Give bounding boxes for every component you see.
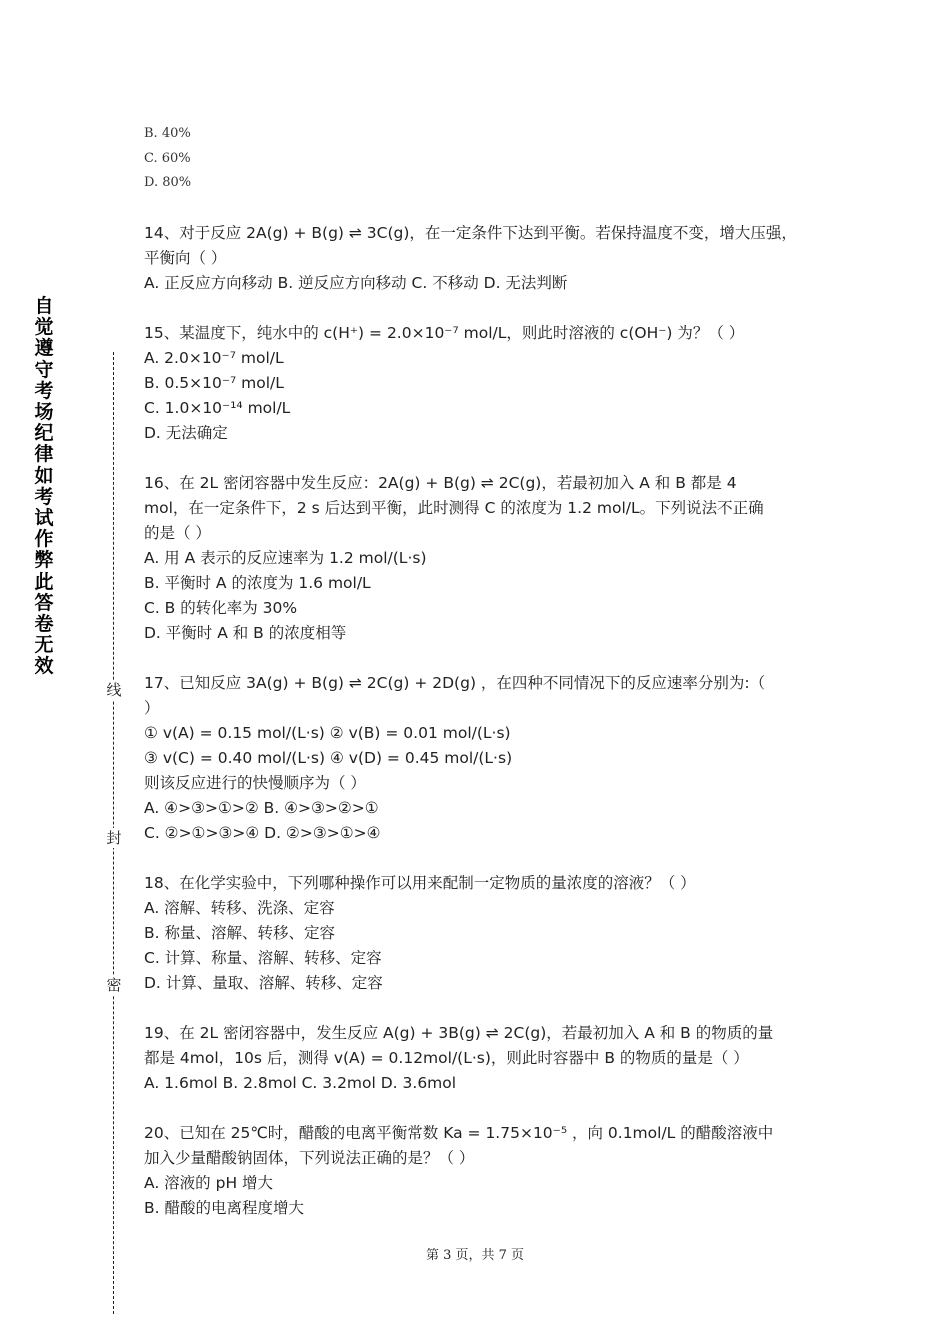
side-title-char: 作: [34, 528, 54, 551]
question-line: A. 溶液的 pH 增大: [144, 1173, 274, 1192]
side-title-char: 试: [34, 507, 54, 530]
page-footer: 第 3 页，共 7 页: [425, 1248, 525, 1263]
question-block: [144, 221, 816, 296]
question-line: D. 无法确定: [144, 423, 228, 442]
question-line: D. 平衡时 A 和 B 的浓度相等: [144, 623, 347, 642]
option-line: C. 60%: [144, 150, 191, 166]
side-title-char: 答: [34, 591, 54, 614]
question-line: A. 用 A 表示的反应速率为 1.2 mol/(L·s): [144, 548, 427, 567]
question-line: C. 1.0×10⁻¹⁴ mol/L: [144, 398, 291, 417]
previous-question-options: [144, 122, 816, 196]
question-line: A. 溶解、转移、洗涤、定容: [144, 898, 335, 917]
side-title-char: 如: [34, 464, 54, 487]
side-title-char: 守: [34, 358, 54, 381]
question-stem-line: 19、在 2L 密闭容器中，发生反应 A(g) + 3B(g) ⇌ 2C(g)，若最初加入 A 和 B 的物质的量: [144, 1023, 774, 1042]
question-line: 加入少量醋酸钠固体，下列说法正确的是？（ ）: [144, 1148, 475, 1167]
question-line: A. 1.6mol B. 2.8mol C. 3.2mol D. 3.6mol: [144, 1073, 457, 1092]
question-block: [144, 1121, 816, 1221]
side-title-char: 律: [34, 443, 54, 466]
question-line: C. B 的转化率为 30%: [144, 598, 298, 617]
cut-label-xian: 线: [104, 680, 124, 700]
question-line: B. 醋酸的电离程度增大: [144, 1198, 304, 1217]
question-line: 平衡向（ ）: [144, 248, 227, 267]
question-line: ）: [144, 698, 160, 717]
question-line: B. 平衡时 A 的浓度为 1.6 mol/L: [144, 573, 371, 592]
cut-label-feng: 封: [104, 828, 124, 848]
side-title-char: 场: [34, 401, 54, 424]
side-title-char: 纪: [34, 422, 54, 445]
question-line: ③ v(C) = 0.40 mol/(L·s) ④ v(D) = 0.45 mol/(L·s): [144, 748, 513, 767]
cut-label-mi: 密: [104, 975, 124, 995]
question-line: ① v(A) = 0.15 mol/(L·s) ② v(B) = 0.01 mol/(L·s): [144, 723, 511, 742]
side-title-char: 效: [34, 655, 54, 678]
question-line: 都是 4mol，10s 后，测得 v(A) = 0.12mol/(L·s)，则此时容器中 B 的物质的量是（ ）: [144, 1048, 749, 1067]
question-line: C. ②>①>③>④ D. ②>③>①>④: [144, 823, 381, 842]
question-stem-line: 17、已知反应 3A(g) + B(g) ⇌ 2C(g) + 2D(g) ，在四种不同情况下的反应速率分别为:（: [144, 673, 766, 692]
question-line: A. ④>③>①>② B. ④>③>②>①: [144, 798, 379, 817]
side-title-char: 遵: [34, 337, 54, 360]
question-line: 则该反应进行的快慢顺序为（ ）: [144, 773, 366, 792]
question-block: [144, 871, 816, 996]
question-line: A. 2.0×10⁻⁷ mol/L: [144, 348, 284, 367]
question-block: [144, 1021, 816, 1096]
side-title-char: 无: [34, 634, 54, 657]
side-warning-text: [32, 296, 56, 678]
side-title-char: 考: [34, 379, 54, 402]
question-stem-line: 20、已知在 25℃时，醋酸的电离平衡常数 Ka = 1.75×10⁻⁵ ，向 0.1mol/L 的醋酸溶液中: [144, 1123, 774, 1142]
question-block: [144, 671, 816, 846]
side-title-char: 自: [34, 295, 54, 317]
side-title-char: 考: [34, 485, 54, 508]
question-line: D. 计算、量取、溶解、转移、定容: [144, 973, 383, 992]
option-line: D. 80%: [144, 175, 192, 190]
question-line: B. 0.5×10⁻⁷ mol/L: [144, 373, 284, 392]
question-block: [144, 471, 816, 646]
question-line: C. 计算、称量、溶解、转移、定容: [144, 948, 382, 967]
side-title-char: 弊: [34, 549, 54, 572]
option-line: B. 40%: [144, 126, 191, 141]
question-list: [144, 221, 816, 1221]
side-title-char: 此: [34, 570, 54, 593]
side-title-char: 觉: [34, 316, 54, 339]
exam-content: [144, 122, 816, 1221]
question-line: A. 正反应方向移动 B. 逆反应方向移动 C. 不移动 D. 无法判断: [144, 273, 568, 292]
question-stem-line: 18、在化学实验中，下列哪种操作可以用来配制一定物质的量浓度的溶液？（ ）: [144, 873, 696, 892]
side-title-char: 卷: [34, 613, 54, 636]
question-stem-line: 15、某温度下，纯水中的 c(H⁺) = 2.0×10⁻⁷ mol/L，则此时溶液的 c(OH⁻) 为？（ ）: [144, 323, 745, 342]
question-line: mol，在一定条件下，2 s 后达到平衡，此时测得 C 的浓度为 1.2 mol/L。下列说法不正确: [144, 498, 764, 517]
question-line: B. 称量、溶解、转移、定容: [144, 923, 335, 942]
question-line: 的是（ ）: [144, 523, 211, 542]
question-stem-line: 16、在 2L 密闭容器中发生反应：2A(g) + B(g) ⇌ 2C(g)，若最初加入 A 和 B 都是 4: [144, 473, 737, 492]
question-stem-line: 14、对于反应 2A(g) + B(g) ⇌ 3C(g)，在一定条件下达到平衡。若保持温度不变，增大压强，: [144, 223, 797, 242]
question-block: [144, 321, 816, 446]
